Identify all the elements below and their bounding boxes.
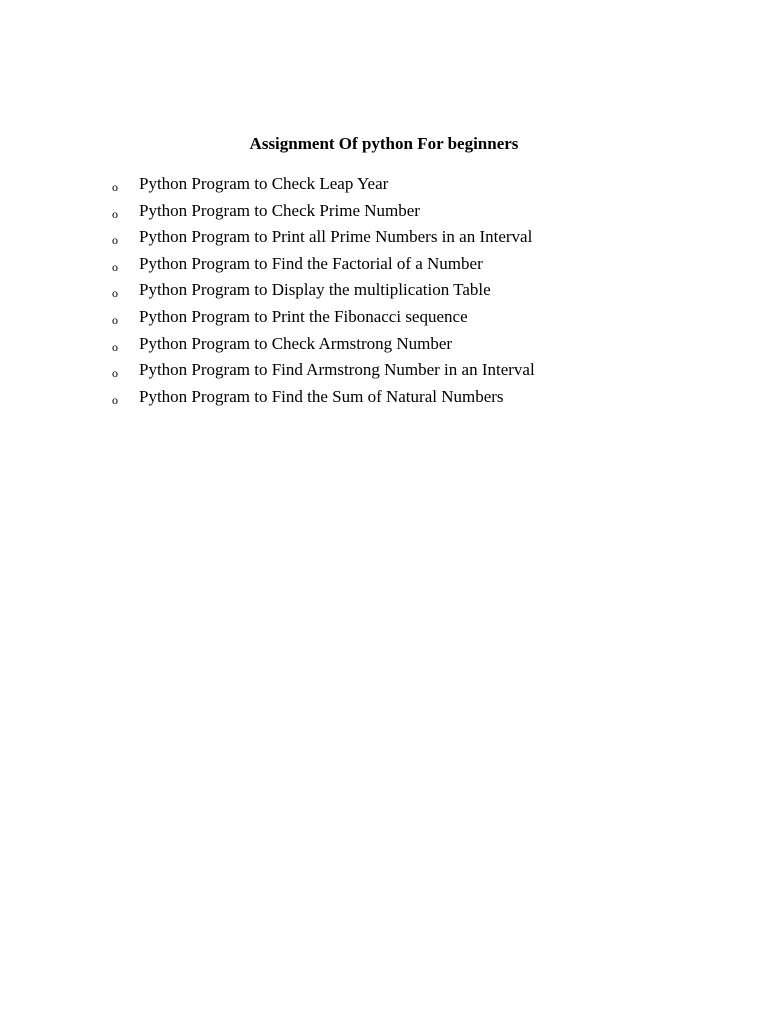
- list-item-text: Python Program to Find the Factorial of a Number: [139, 253, 483, 273]
- bullet-icon: o: [112, 392, 118, 407]
- document-title: Assignment Of python For beginners: [249, 134, 519, 153]
- list-item-text: Python Program to Check Armstrong Number: [139, 333, 453, 353]
- list-item-text: Python Program to Print all Prime Numbers in an Interval: [139, 227, 533, 247]
- list-item-text: Python Program to Find Armstrong Number in an Interval: [139, 360, 535, 380]
- list-item-text: Python Program to Check Leap Year: [139, 174, 389, 193]
- bullet-icon: o: [112, 259, 118, 274]
- bullet-icon: o: [112, 206, 118, 221]
- bullet-icon: o: [112, 233, 118, 248]
- list-item-text: Python Program to Check Prime Number: [139, 200, 420, 220]
- list-item-text: Python Program to Find the Sum of Natural Numbers: [139, 386, 504, 406]
- bullet-icon: o: [112, 286, 118, 301]
- bullet-icon: o: [112, 180, 118, 194]
- bullet-icon: o: [112, 312, 118, 327]
- list-item-text: Python Program to Print the Fibonacci sequence: [139, 306, 468, 326]
- list-item-text: Python Program to Display the multiplication Table: [139, 280, 491, 300]
- bullet-icon: o: [112, 339, 118, 354]
- bullet-icon: o: [112, 366, 118, 381]
